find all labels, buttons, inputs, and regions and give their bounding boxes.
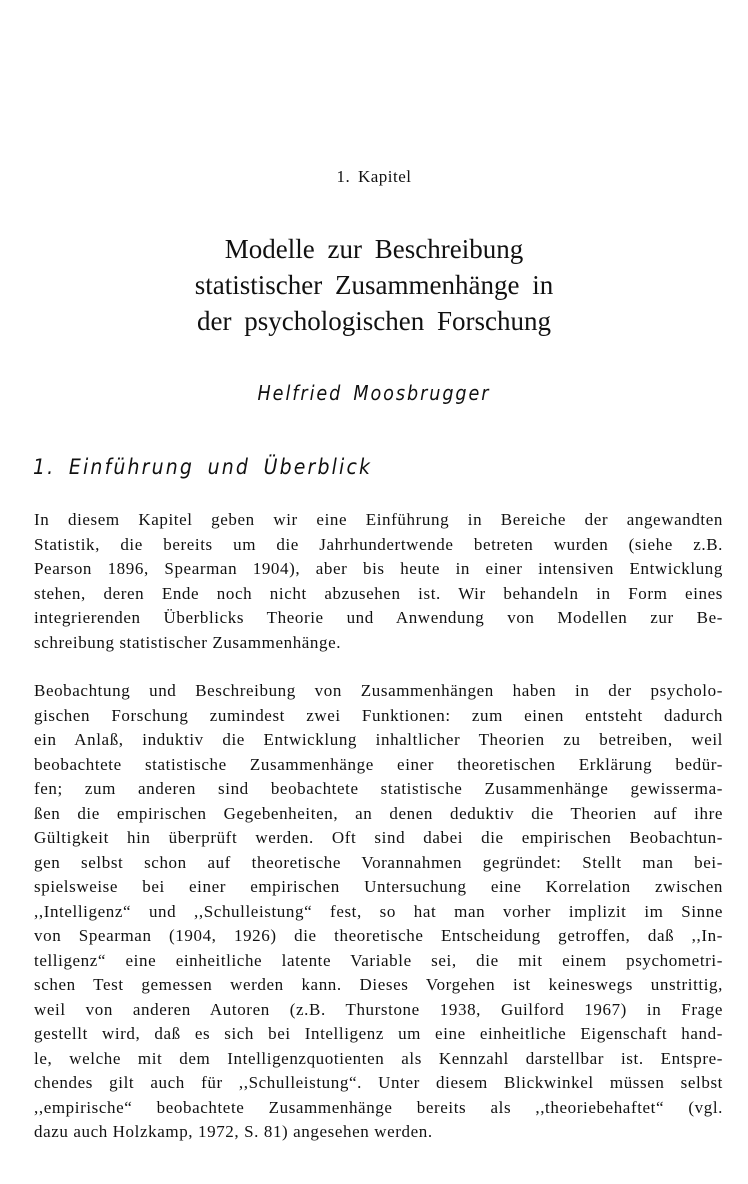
text-line: ,,empirische“ beobachtete Zusammenhänge bereits als ,,theoriebehaftet“ (vgl. <box>34 1097 723 1117</box>
text-line: ein Anlaß, induktiv die Entwicklung inhaltlicher Theorien zu betreiben, weil <box>34 730 723 749</box>
text-line: le, welche mit dem Intelligenzquotienten als Kennzahl darstellbar ist. Entspre- <box>34 1048 723 1068</box>
chapter-label: 1. Kapitel <box>336 167 412 186</box>
section-heading: 1. Einführung und Überblick <box>33 455 373 479</box>
text-line: Gültigkeit hin überprüft werden. Oft sind dabei die empirischen Beobachtun- <box>34 828 723 847</box>
text-line: fen; zum anderen sind beobachtete statistische Zusammenhänge gewisserma- <box>34 779 723 798</box>
text-line: ,,Intelligenz“ und ,,Schulleistung“ fest, so hat man vorher implizit im Sinne <box>34 901 723 921</box>
author-name: Helfried Moosbrugger <box>257 381 491 405</box>
text-line: stehen, deren Ende noch nicht abzusehen ist. Wir behandeln in Form eines <box>34 583 723 603</box>
text-line: ßen die empirischen Gegebenheiten, an denen deduktiv die Theorien auf ihre <box>34 803 723 823</box>
text-line: Beobachtung und Beschreibung von Zusammenhängen haben in der psycholo- <box>34 681 723 700</box>
text-line: gestellt wird, daß es sich bei Intelligenz um eine einheitliche Eigenschaft hand- <box>34 1024 723 1043</box>
paragraph-intro <box>34 508 723 655</box>
paragraph-functions <box>34 679 723 1145</box>
text-line: Statistik, die bereits um die Jahrhundertwende betreten wurden (siehe z.B. <box>34 534 723 554</box>
text-line: schen Test gemessen werden kann. Dieses Vorgehen ist keineswegs unstrittig, <box>34 975 723 994</box>
chapter-title <box>0 231 748 339</box>
text-line: von Spearman (1904, 1926) die theoretische Entscheidung getroffen, daß ,,In- <box>34 926 723 945</box>
text-line: Pearson 1896, Spearman 1904), aber bis heute in einer intensiven Entwicklung <box>34 559 723 578</box>
text-line: weil von anderen Autoren (z.B. Thurstone 1938, Guilford 1967) in Frage <box>34 999 723 1019</box>
text-line: beobachtete statistische Zusammenhänge einer theoretischen Erklärung bedür- <box>34 754 723 774</box>
text-line: integrierenden Überblicks Theorie und Anwendung von Modellen zur Be- <box>34 608 723 627</box>
text-line: spielsweise bei einer empirischen Untersuchung eine Korrelation zwischen <box>34 877 723 896</box>
chapter-title-line: statistischer Zusammenhänge in <box>194 270 554 300</box>
chapter-title-line: der psychologischen Forschung <box>197 306 551 336</box>
text-line: chendes gilt auch für ,,Schulleistung“. Unter diesem Blickwinkel müssen selbst <box>34 1073 723 1092</box>
text-line: In diesem Kapitel geben wir eine Einführung in Bereiche der angewandten <box>34 510 723 529</box>
text-line: schreibung statistischer Zusammenhänge. <box>34 632 342 652</box>
text-line: gen selbst schon auf theoretische Vorannahmen gegründet: Stellt man bei- <box>34 852 723 872</box>
text-line: dazu auch Holzkamp, 1972, S. 81) angesehen werden. <box>34 1122 433 1141</box>
chapter-title-line: Modelle zur Beschreibung <box>224 234 524 264</box>
text-line: gischen Forschung zumindest zwei Funktionen: zum einen entsteht dadurch <box>34 705 723 725</box>
text-line: telligenz“ eine einheitliche latente Variable sei, die mit einem psychometri- <box>34 950 723 970</box>
